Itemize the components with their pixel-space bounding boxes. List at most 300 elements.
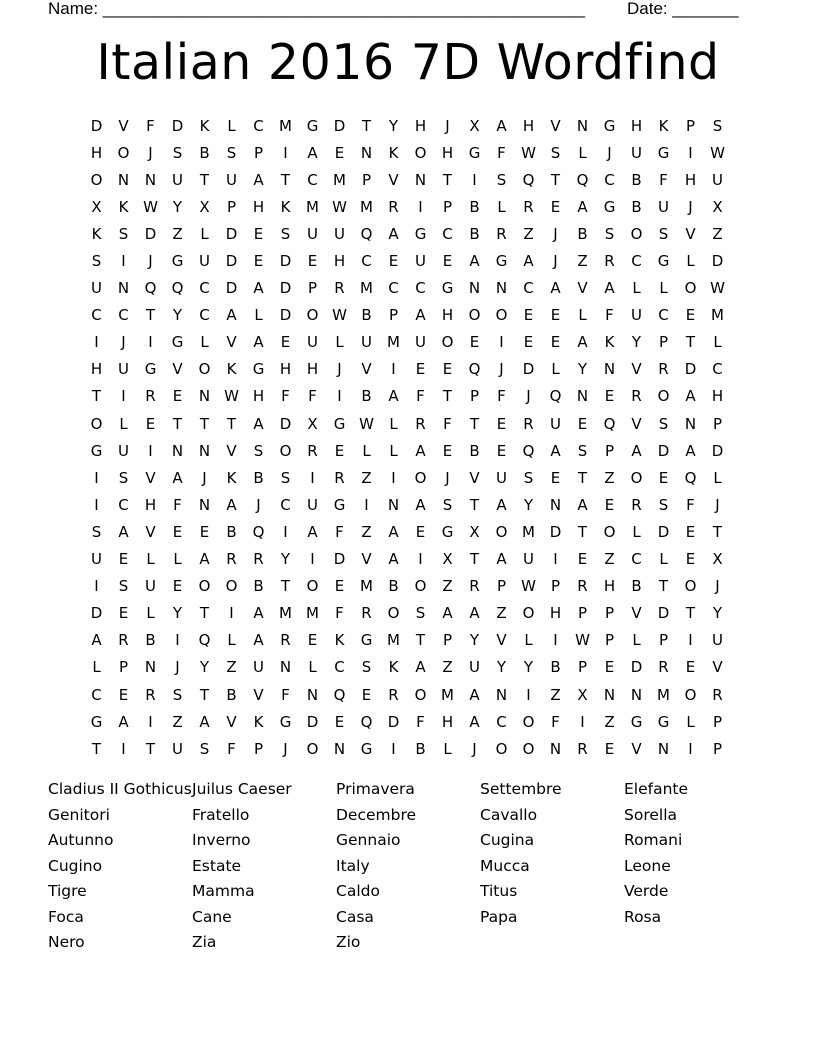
grid-cell: O — [684, 685, 697, 704]
grid-cell: A — [469, 685, 480, 704]
grid-cell: V — [226, 333, 237, 352]
grid-cell: B — [226, 685, 237, 704]
grid-cell: S — [523, 468, 534, 487]
grid-cell: M — [441, 685, 454, 704]
grid-cell: S — [280, 468, 291, 487]
grid-cell: M — [387, 333, 400, 352]
grid-cell: B — [469, 441, 480, 460]
grid-cell: E — [469, 333, 480, 352]
grid-cell: U — [334, 224, 345, 243]
word-bank-item: Settembre — [480, 780, 562, 798]
word-bank-item: Titus — [480, 882, 518, 900]
grid-cell: P — [469, 387, 480, 406]
grid-cell: C — [523, 279, 534, 298]
grid-cell: P — [712, 414, 723, 433]
grid-cell: L — [227, 116, 236, 135]
word-bank-item: Rosa — [624, 907, 662, 926]
grid-cell: A — [496, 550, 507, 569]
grid-cell: K — [604, 333, 615, 352]
grid-cell: G — [657, 712, 670, 731]
grid-cell: Q — [522, 170, 535, 189]
grid-cell: K — [388, 658, 399, 677]
grid-cell: Z — [712, 224, 723, 243]
grid-cell: S — [280, 224, 291, 243]
grid-cell: L — [308, 658, 317, 677]
grid-cell: H — [306, 360, 319, 379]
grid-cell: I — [310, 550, 315, 569]
grid-cell: H — [603, 577, 616, 596]
grid-cell: P — [307, 279, 318, 298]
grid-cell: A — [631, 441, 642, 460]
grid-cell: J — [121, 333, 126, 352]
grid-cell: G — [333, 414, 346, 433]
grid-cell: S — [118, 224, 129, 243]
word-bank-item: Mamma — [192, 882, 255, 900]
grid-cell: U — [199, 252, 210, 271]
grid-cell: N — [684, 414, 697, 433]
grid-cell: M — [360, 577, 373, 596]
grid-cell: E — [307, 252, 318, 271]
grid-cell: G — [171, 252, 184, 271]
grid-cell: G — [306, 116, 319, 135]
grid-cell: E — [145, 414, 156, 433]
grid-cell: E — [523, 333, 534, 352]
grid-cell: E — [334, 712, 345, 731]
grid-cell: F — [605, 306, 614, 325]
grid-cell: Q — [684, 468, 697, 487]
grid-cell: N — [144, 170, 157, 189]
grid-cell: I — [94, 577, 99, 596]
grid-cell: U — [118, 360, 129, 379]
grid-cell: B — [631, 577, 642, 596]
grid-cell: A — [469, 712, 480, 731]
grid-cell: R — [469, 577, 480, 596]
grid-cell: N — [603, 360, 616, 379]
grid-cell: Y — [199, 658, 210, 677]
grid-cell: B — [253, 577, 264, 596]
grid-cell: C — [253, 116, 264, 135]
word-bank-item: Romani — [624, 831, 683, 849]
grid-cell: D — [225, 252, 238, 271]
grid-cell: S — [361, 658, 372, 677]
grid-cell: A — [199, 550, 210, 569]
grid-cell: T — [91, 387, 102, 406]
grid-cell: A — [388, 550, 399, 569]
grid-cell: L — [173, 550, 182, 569]
grid-cell: I — [310, 468, 315, 487]
grid-cell: E — [550, 306, 561, 325]
grid-cell: T — [145, 739, 156, 758]
grid-cell: E — [118, 550, 129, 569]
grid-cell: R — [496, 224, 507, 243]
grid-cell: E — [496, 414, 507, 433]
grid-cell: N — [603, 685, 616, 704]
grid-cell: T — [145, 306, 156, 325]
grid-cell: B — [469, 224, 480, 243]
grid-cell: W — [710, 279, 725, 298]
grid-cell: J — [175, 658, 180, 677]
grid-cell: I — [94, 333, 99, 352]
grid-cell: O — [225, 577, 238, 596]
grid-cell: E — [253, 252, 264, 271]
grid-cell: R — [577, 739, 588, 758]
grid-cell: E — [118, 604, 129, 623]
word-bank-item: Estate — [192, 856, 242, 875]
word-bank-item: Tigre — [48, 882, 87, 900]
grid-cell: V — [253, 685, 264, 704]
grid-cell: P — [658, 631, 669, 650]
grid-cell: A — [253, 604, 264, 623]
grid-cell: E — [550, 468, 561, 487]
grid-cell: L — [389, 414, 398, 433]
grid-cell: D — [90, 116, 103, 135]
word-bank-item: Cugino — [48, 856, 103, 875]
grid-cell: E — [388, 252, 399, 271]
grid-cell: Q — [360, 224, 373, 243]
grid-cell: B — [361, 387, 372, 406]
grid-cell: I — [283, 143, 288, 162]
grid-cell: R — [226, 550, 237, 569]
grid-cell: P — [550, 577, 561, 596]
grid-cell: T — [577, 468, 588, 487]
grid-cell: P — [577, 604, 588, 623]
grid-cell: G — [279, 712, 292, 731]
grid-cell: J — [256, 495, 261, 514]
grid-cell: Q — [144, 279, 157, 298]
word-bank-item: Mucca — [480, 856, 530, 875]
grid-cell: S — [658, 495, 669, 514]
grid-cell: P — [577, 658, 588, 677]
word-bank-item — [624, 930, 768, 956]
grid-cell: D — [333, 116, 346, 135]
grid-cell: A — [685, 441, 696, 460]
grid-cell: I — [175, 631, 180, 650]
grid-cell: P — [361, 170, 372, 189]
grid-cell: Y — [388, 116, 399, 135]
grid-cell: D — [684, 360, 697, 379]
grid-cell: D — [279, 252, 292, 271]
grid-cell: C — [334, 658, 345, 677]
grid-cell: U — [361, 333, 372, 352]
grid-cell: P — [118, 658, 129, 677]
grid-cell: S — [172, 143, 183, 162]
grid-cell: A — [577, 333, 588, 352]
grid-cell: H — [279, 360, 292, 379]
grid-cell: N — [360, 143, 373, 162]
grid-cell: E — [442, 360, 453, 379]
grid-cell: T — [685, 333, 696, 352]
word-bank-item: Caldo — [336, 882, 380, 900]
grid-cell: E — [442, 441, 453, 460]
grid-cell: T — [442, 170, 453, 189]
grid-cell: B — [631, 170, 642, 189]
grid-cell: U — [145, 577, 156, 596]
grid-cell: W — [224, 387, 239, 406]
grid-cell: D — [279, 414, 292, 433]
grid-cell: I — [391, 739, 396, 758]
grid-cell: V — [361, 550, 372, 569]
grid-cell: V — [145, 522, 156, 541]
grid-cell: N — [495, 685, 508, 704]
grid-cell: L — [200, 224, 209, 243]
grid-cell: B — [226, 522, 237, 541]
grid-cell: X — [91, 197, 102, 216]
grid-cell: V — [631, 604, 642, 623]
grid-cell: N — [549, 739, 562, 758]
grid-cell: R — [334, 279, 345, 298]
grid-cell: C — [280, 495, 291, 514]
grid-cell: B — [253, 468, 264, 487]
grid-cell: A — [199, 712, 210, 731]
grid-cell: G — [90, 441, 103, 460]
grid-cell: R — [145, 387, 156, 406]
grid-cell: V — [631, 414, 642, 433]
grid-cell: H — [252, 387, 265, 406]
grid-cell: G — [630, 712, 643, 731]
grid-cell: F — [227, 739, 236, 758]
grid-cell: G — [468, 143, 481, 162]
grid-cell: M — [279, 116, 292, 135]
grid-cell: A — [253, 414, 264, 433]
grid-cell: D — [225, 279, 238, 298]
grid-cell: L — [713, 333, 722, 352]
grid-cell: A — [307, 522, 318, 541]
grid-cell: U — [307, 333, 318, 352]
grid-cell: G — [603, 197, 616, 216]
grid-cell: Z — [496, 604, 507, 623]
grid-cell: X — [712, 550, 723, 569]
grid-cell: I — [337, 387, 342, 406]
grid-cell: A — [253, 279, 264, 298]
grid-cell: P — [685, 116, 696, 135]
grid-cell: T — [91, 739, 102, 758]
grid-cell: Y — [469, 631, 480, 650]
grid-cell: F — [497, 387, 506, 406]
grid-cell: T — [172, 414, 183, 433]
grid-cell: Q — [171, 279, 184, 298]
grid-cell: E — [334, 441, 345, 460]
grid-cell: E — [307, 631, 318, 650]
grid-cell: G — [360, 739, 373, 758]
grid-cell: U — [91, 279, 102, 298]
grid-cell: T — [712, 522, 723, 541]
grid-cell: P — [604, 631, 615, 650]
grid-cell: O — [90, 170, 103, 189]
grid-cell: V — [712, 658, 723, 677]
grid-cell: J — [688, 197, 693, 216]
grid-cell: L — [686, 712, 695, 731]
grid-cell: T — [658, 577, 669, 596]
grid-cell: I — [121, 739, 126, 758]
word-bank-item: Verde — [624, 882, 669, 900]
grid-cell: S — [442, 495, 453, 514]
grid-cell: A — [253, 170, 264, 189]
grid-cell: A — [118, 712, 129, 731]
grid-cell: V — [469, 468, 480, 487]
grid-cell: E — [172, 387, 183, 406]
grid-cell: Z — [604, 550, 615, 569]
grid-cell: J — [337, 360, 342, 379]
grid-cell: H — [90, 360, 103, 379]
grid-cell: Y — [496, 658, 507, 677]
grid-cell: L — [200, 333, 209, 352]
grid-cell: P — [226, 197, 237, 216]
grid-cell: F — [281, 387, 290, 406]
grid-cell: L — [254, 306, 263, 325]
grid-cell: Q — [360, 712, 373, 731]
grid-cell: O — [630, 224, 643, 243]
grid-cell: C — [604, 170, 615, 189]
grid-cell: N — [495, 279, 508, 298]
grid-cell: F — [146, 116, 155, 135]
grid-cell: O — [522, 712, 535, 731]
grid-cell: G — [360, 631, 373, 650]
grid-cell: S — [415, 604, 426, 623]
word-bank — [48, 777, 768, 956]
grid-cell: N — [549, 495, 562, 514]
grid-cell: E — [604, 739, 615, 758]
grid-cell: C — [91, 306, 102, 325]
grid-cell: M — [279, 604, 292, 623]
grid-cell: E — [685, 306, 696, 325]
grid-cell: W — [521, 143, 536, 162]
word-bank-item: Italy — [336, 856, 370, 875]
grid-cell: L — [659, 279, 668, 298]
grid-cell: L — [119, 414, 128, 433]
grid-cell: S — [658, 414, 669, 433]
grid-cell: I — [688, 631, 693, 650]
grid-cell: U — [118, 441, 129, 460]
grid-cell: E — [577, 414, 588, 433]
grid-cell: I — [580, 712, 585, 731]
grid-cell: N — [144, 658, 157, 677]
grid-cell: H — [711, 387, 724, 406]
grid-cell: I — [688, 739, 693, 758]
grid-cell: X — [199, 197, 210, 216]
grid-cell: N — [630, 685, 643, 704]
grid-cell: Q — [468, 360, 481, 379]
grid-cell: I — [553, 631, 558, 650]
grid-cell: J — [148, 252, 153, 271]
grid-cell: K — [334, 631, 345, 650]
grid-cell: T — [199, 604, 210, 623]
grid-cell: A — [469, 604, 480, 623]
grid-cell: V — [118, 116, 129, 135]
grid-cell: C — [118, 306, 129, 325]
grid-cell: N — [576, 116, 589, 135]
grid-cell: E — [415, 522, 426, 541]
grid-cell: Y — [172, 306, 183, 325]
grid-cell: F — [551, 712, 560, 731]
grid-cell: V — [361, 360, 372, 379]
grid-cell: E — [685, 658, 696, 677]
grid-cell: F — [497, 143, 506, 162]
word-bank-item: Elefante — [624, 780, 689, 798]
grid-cell: D — [657, 522, 670, 541]
grid-cell: W — [710, 143, 725, 162]
grid-cell: D — [711, 441, 724, 460]
grid-cell: O — [630, 468, 643, 487]
grid-cell: C — [631, 550, 642, 569]
grid-cell: N — [198, 495, 211, 514]
grid-cell: X — [469, 522, 480, 541]
grid-cell: E — [415, 360, 426, 379]
grid-cell: X — [577, 685, 588, 704]
grid-cell: T — [442, 387, 453, 406]
grid-cell: E — [523, 306, 534, 325]
word-bank-item: Cladius II Gothicus — [48, 780, 192, 798]
grid-cell: D — [657, 604, 670, 623]
grid-cell: O — [657, 387, 670, 406]
grid-cell: I — [499, 333, 504, 352]
grid-cell: N — [117, 279, 130, 298]
grid-cell: E — [334, 143, 345, 162]
grid-cell: L — [551, 360, 560, 379]
grid-cell: E — [361, 685, 372, 704]
grid-cell: I — [391, 468, 396, 487]
grid-cell: R — [334, 468, 345, 487]
grid-cell: F — [443, 414, 452, 433]
grid-cell: G — [90, 712, 103, 731]
grid-cell: G — [144, 360, 157, 379]
grid-cell: N — [117, 170, 130, 189]
grid-cell: O — [468, 306, 481, 325]
grid-cell: Z — [604, 468, 615, 487]
grid-cell: C — [199, 306, 210, 325]
grid-cell: L — [146, 550, 155, 569]
grid-cell: B — [361, 306, 372, 325]
word-bank-item: Leone — [624, 856, 671, 875]
grid-cell: D — [333, 550, 346, 569]
grid-cell: J — [445, 116, 450, 135]
grid-cell: J — [526, 387, 531, 406]
grid-cell: T — [469, 550, 480, 569]
word-bank-item: Cane — [192, 907, 232, 926]
grid-cell: Y — [712, 604, 723, 623]
grid-cell: E — [685, 522, 696, 541]
grid-cell: O — [198, 360, 211, 379]
grid-cell: G — [657, 252, 670, 271]
grid-cell: J — [607, 143, 612, 162]
grid-cell: G — [603, 116, 616, 135]
grid-cell: W — [521, 577, 536, 596]
grid-cell: L — [335, 333, 344, 352]
grid-cell: T — [226, 414, 237, 433]
grid-cell: O — [495, 522, 508, 541]
grid-cell: M — [360, 279, 373, 298]
grid-cell: G — [414, 224, 427, 243]
grid-cell: A — [550, 441, 561, 460]
grid-cell: O — [414, 577, 427, 596]
grid-cell: R — [253, 550, 264, 569]
grid-cell: H — [522, 116, 535, 135]
grid-cell: P — [253, 143, 264, 162]
grid-cell: I — [364, 495, 369, 514]
grid-cell: T — [280, 577, 291, 596]
grid-cell: I — [526, 685, 531, 704]
grid-cell: E — [280, 333, 291, 352]
grid-cell: H — [333, 252, 346, 271]
grid-cell: Z — [442, 577, 453, 596]
grid-cell: Z — [172, 224, 183, 243]
grid-cell: C — [658, 306, 669, 325]
name-field-label: Name: ___________________________________________________ — [48, 0, 585, 18]
grid-cell: Z — [604, 712, 615, 731]
grid-cell: T — [280, 170, 291, 189]
grid-cell: O — [414, 143, 427, 162]
grid-cell: J — [445, 468, 450, 487]
grid-cell: B — [550, 658, 561, 677]
